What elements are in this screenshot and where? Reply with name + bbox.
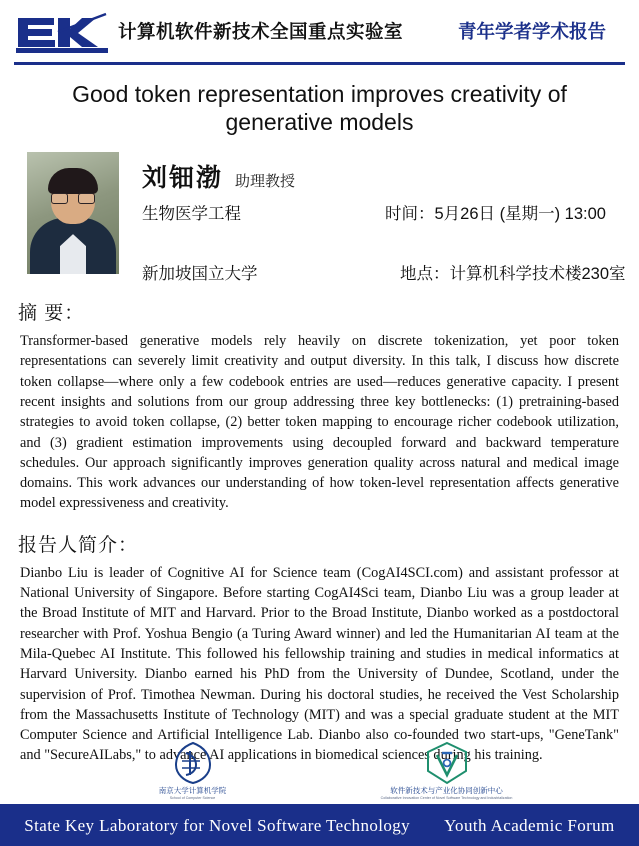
bio-heading: 报告人简介： [18, 534, 139, 556]
speaker-name-row [142, 158, 295, 194]
bottom-bar-forum-name: Youth Academic Forum [444, 816, 615, 835]
nju-cs-emblem-icon [170, 741, 216, 785]
talk-time: 时间：5月26日 (星期一) 13:00 [385, 205, 606, 224]
speaker-affiliation: 新加坡国立大学 [142, 265, 258, 284]
speaker-photo [27, 152, 119, 274]
abstract-text: Transformer-based generative models rely heavily on discrete tokenization, yet poor token representations can severely limit creativity and output diversity. In this talk, I discuss how discrete token collapse—where only a few codebook entries are used—reduces generative capacity. I present recent insights and solutions from our group addressing three key bottlenecks: (1) pretraining-based strategies to avoid token collapse, (2) better token mapping to encourage richer codebook utilization, and (3) gradient estimation improvements using decoupled forward and backward temperature schedules. Our approach significantly improves generation quality across natural and medical image domains. This work advances our understanding of how token-level representation affects generative model expressiveness and creativity. [20, 333, 619, 512]
bio-text: Dianbo Liu is leader of Cognitive AI for Science team (CogAI4SCI.com) and assistant professor at National University of Singapore. Before starting CogAI4Sci team, Dianbo Liu was a group leader at the Broad Institute of MIT and Harvard. Prior to the Broad Institute, Dianbo worked as a postdoctoral researcher with Prof. Yoshua Bengio (a Turing Award winner) and led the Humanitarian AI team at the Mila-Quebec AI Institute. This followed his fellowship training and studies in medical informatics at Harvard University. Dianbo earned his PhD from the University of Dundee, Scotland, under the supervision of Prof. Timothea Newman. During his doctoral studies, he received the Vest Scholarship from the Massachusetts Institute of Technology (MIT) and was a special graduate student at the MIT Computer Science and Artificial Intelligence Lab. Dianbo also co-founded two start-ups, "GeneTank" and "SecureAILabs," to advance AI applications in biomedical sciences during his training. [20, 564, 619, 764]
nju-cs-caption-en: School of Computer Science [169, 795, 216, 800]
bottom-bar-lab-name: State Key Laboratory for Novel Software Technology [24, 816, 411, 835]
nju-cs-caption-cn: 南京大学计算机学院 [158, 785, 227, 795]
speaker-department: 生物医学工程 [142, 205, 241, 224]
speaker-block [0, 152, 639, 292]
innovation-center-emblem-icon [424, 741, 470, 785]
page-title: Good token representation improves creativity of generative models [72, 81, 567, 136]
header-divider [14, 62, 625, 65]
forum-subtitle: 青年学者学术报告 [458, 21, 607, 42]
abstract-heading: 摘 要： [18, 303, 85, 325]
speaker-role: 助理教授 [235, 173, 296, 191]
lab-title: 计算机软件新技术全国重点实验室 [118, 21, 404, 42]
talk-location: 地点：计算机科学技术楼230室 [400, 265, 626, 284]
innovation-center-caption-en: Collaborative Innovation Center of Novel Software Technology and Industrialization [380, 795, 513, 800]
nju-cs-logo [103, 741, 283, 800]
speaker-name: 刘钿渤 [142, 164, 224, 193]
innovation-center-caption-cn: 软件新技术与产业化协同创新中心 [390, 785, 503, 795]
bottom-bar [0, 806, 639, 846]
poster-header [0, 0, 639, 66]
footer-logos [0, 738, 639, 800]
skl-logo [14, 12, 110, 54]
software-innovation-center-logo [357, 741, 537, 800]
